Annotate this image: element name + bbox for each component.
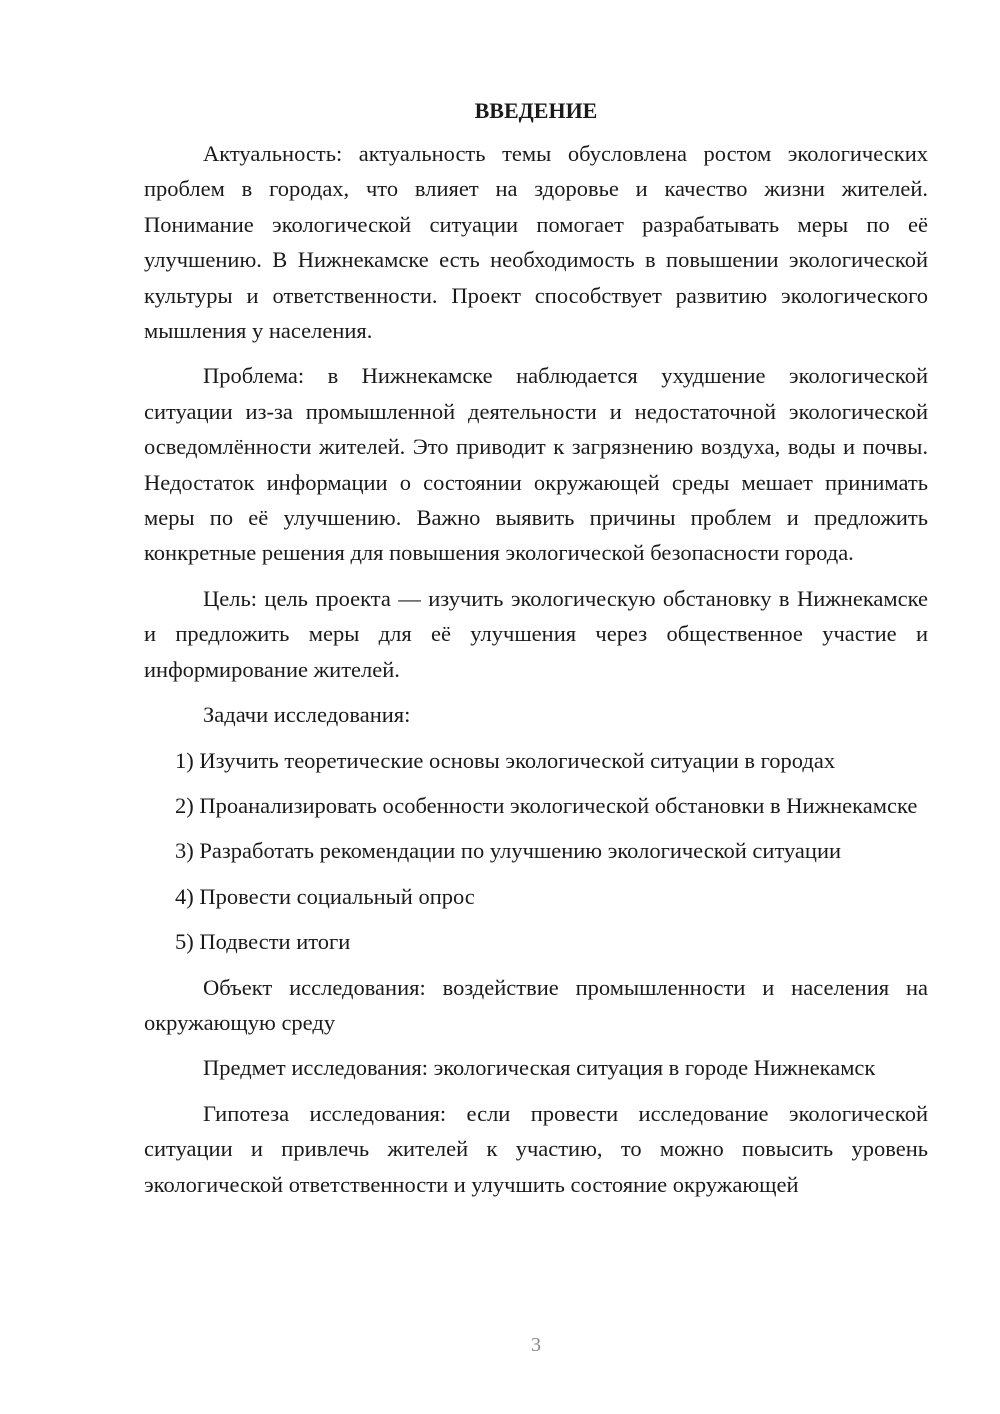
relevance-paragraph: Актуальность: актуальность темы обусловлена ростом экологических проблем в городах, что влияет на здоровье и качество жизни жителей. Понимание экологической ситуации помогает разрабатывать меры по её улучшению. В Нижнекамске есть необходимость в повышении экологической культуры и ответственности. Проект способствует развитию экологического мышления у населения. bbox=[144, 141, 928, 344]
task-item-3: 3) Разработать рекомендации по улучшению экологической ситуации bbox=[175, 838, 842, 864]
section-title: ВВЕДЕНИЕ bbox=[474, 98, 598, 123]
page-number: 3 bbox=[531, 1334, 541, 1356]
goal-paragraph: Цель: цель проекта — изучить экологическую обстановку в Нижнекамске и предложить меры для её улучшения через общественное участие и информирование жителей. bbox=[144, 585, 928, 682]
subject-paragraph: Предмет исследования: экологическая ситуация в городе Нижнекамск bbox=[203, 1055, 876, 1081]
task-item-1: 1) Изучить теоретические основы экологической ситуации в городах bbox=[175, 747, 836, 773]
task-item-5: 5) Подвести итоги bbox=[175, 929, 351, 955]
hypothesis-paragraph: Гипотеза исследования: если провести исследование экологической ситуации и привлечь жителей к участию, то можно повысить уровень экологической ответственности и улучшить состояние окружающей bbox=[144, 1100, 928, 1197]
problem-paragraph: Проблема: в Нижнекамске наблюдается ухудшение экологической ситуации из-за промышленной деятельности и недостаточной экологической осведомлённости жителей. Это приводит к загрязнению воздуха, воды и почвы. Недостаток информации о состоянии окружающей среды мешает принимать меры по её улучшению. Важно выявить причины проблем и предложить конкретные решения для повышения экологической безопасности города. bbox=[144, 363, 928, 566]
document-page bbox=[144, 96, 928, 1212]
tasks-heading: Задачи исследования: bbox=[203, 702, 411, 728]
task-item-2: 2) Проанализировать особенности экологической обстановки в Нижнекамске bbox=[175, 792, 918, 818]
task-item-4: 4) Провести социальный опрос bbox=[175, 883, 475, 909]
object-paragraph: Объект исследования: воздействие промышленности и населения на окружающую среду bbox=[144, 974, 928, 1035]
